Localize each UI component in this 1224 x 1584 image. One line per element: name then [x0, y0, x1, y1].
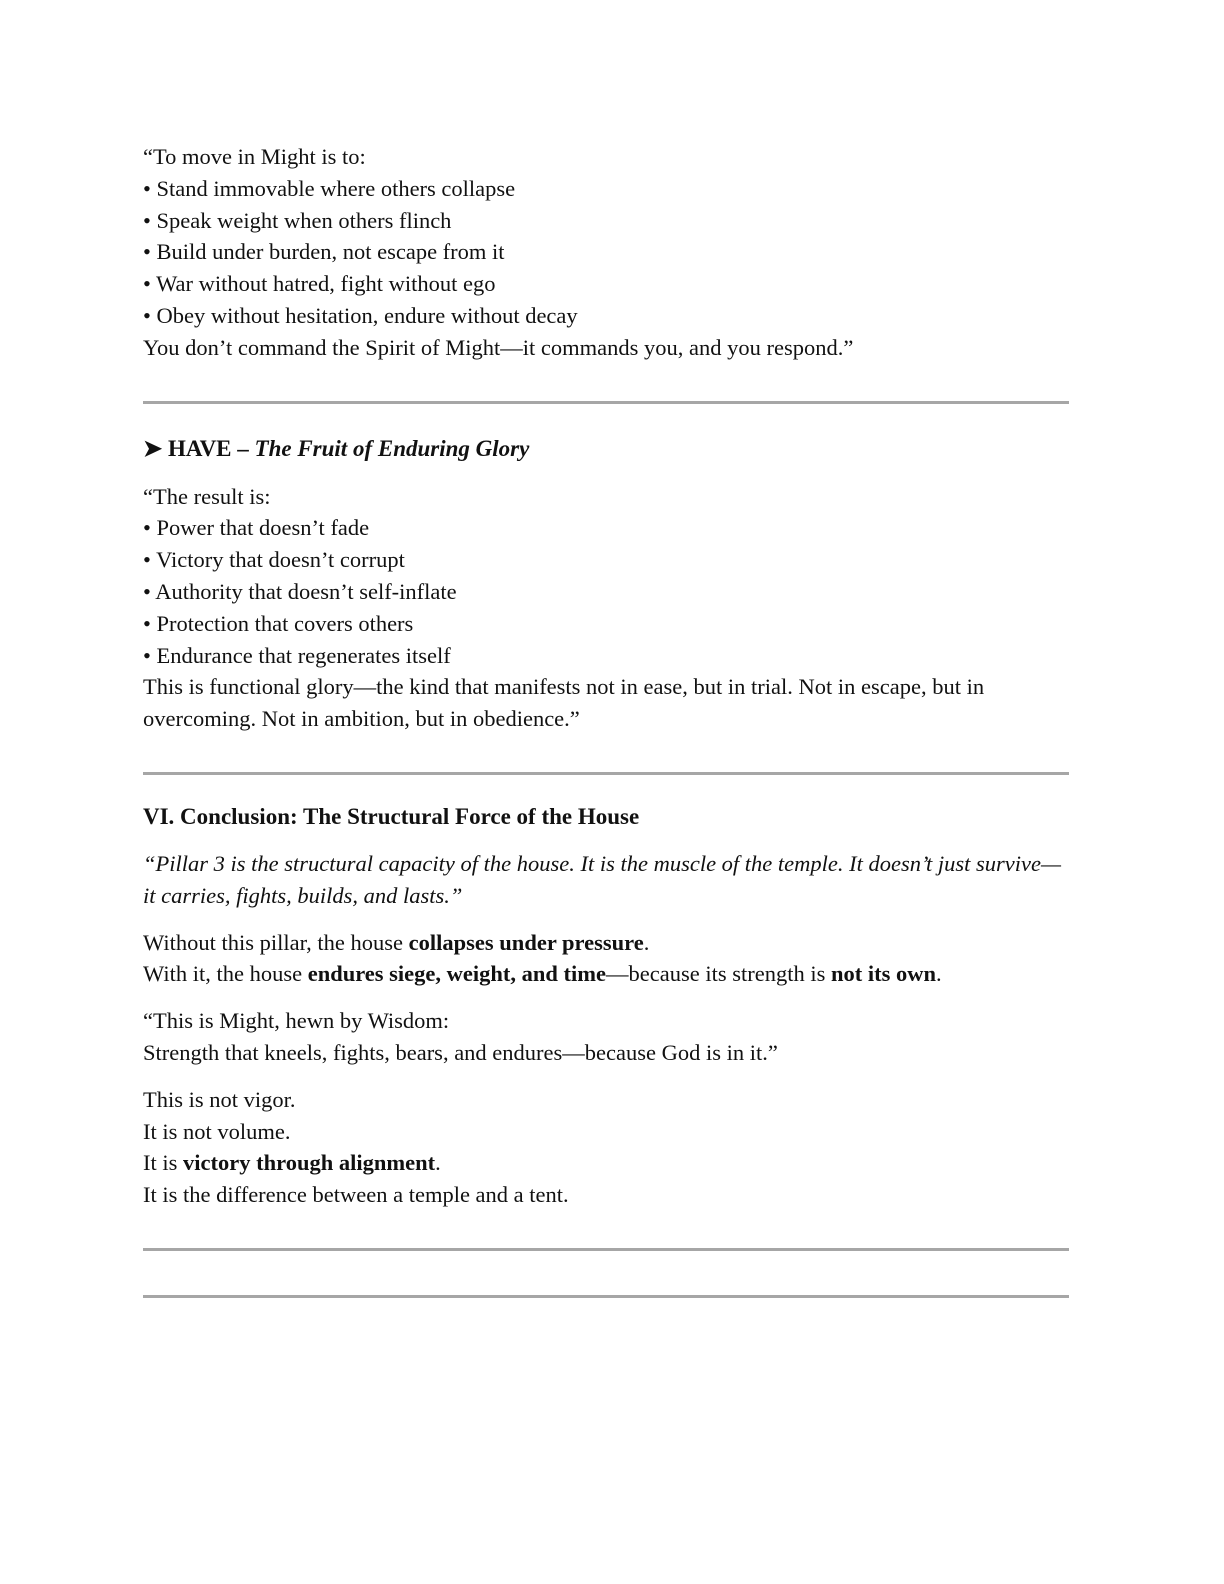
- section-divider: [143, 401, 1069, 404]
- might-intro: “To move in Might is to:: [143, 144, 366, 169]
- have-closing: This is functional glory—the kind that manifests not in ease, but in trial. Not in escape, but in overcoming. Not in ambition, but in obedience.”: [143, 674, 985, 732]
- conclusion-quote: “Pillar 3 is the structural capacity of the house. It is the muscle of the temple. It doesn’t just survive—it carries, fights, builds, and lasts.”: [143, 850, 1061, 908]
- might-bullet: • Obey without hesitation, endure without decay: [143, 302, 578, 328]
- document-page: [143, 141, 1069, 1298]
- have-bullet: • Endurance that regenerates itself: [143, 642, 451, 668]
- emphasis: endures siege, weight, and time: [307, 961, 607, 987]
- victory-line: It is victory through alignment.: [143, 1150, 441, 1176]
- section-divider: [143, 1248, 1069, 1251]
- have-bullet: • Protection that covers others: [143, 610, 414, 636]
- have-section: [143, 433, 1069, 735]
- difference-line: It is the difference between a temple and a tent.: [143, 1182, 569, 1208]
- hewn-line: “This is Might, hewn by Wisdom:: [143, 1008, 450, 1034]
- have-bullet: • Power that doesn’t fade: [143, 515, 370, 541]
- not-volume-line: It is not volume.: [143, 1118, 291, 1144]
- conclusion-heading: VI. Conclusion: The Structural Force of the House: [143, 803, 640, 829]
- section-divider: [143, 1295, 1069, 1298]
- emphasis: not its own: [831, 961, 937, 987]
- might-bullet: • Build under burden, not escape from it: [143, 239, 505, 265]
- might-section: [143, 141, 1069, 364]
- emphasis: victory through alignment: [183, 1150, 436, 1176]
- arrow-right-icon: ➤: [143, 435, 163, 461]
- emphasis: collapses under pressure: [408, 929, 644, 955]
- might-bullet: • Speak weight when others flinch: [143, 207, 452, 233]
- pillar-statement: [143, 927, 1069, 991]
- have-label: HAVE –: [168, 435, 249, 461]
- without-line: Without this pillar, the house collapses under pressure.: [143, 929, 650, 955]
- have-intro: “The result is:: [143, 483, 271, 509]
- not-vigor-line: This is not vigor.: [143, 1086, 296, 1112]
- might-bullet: • Stand immovable where others collapse: [143, 175, 516, 201]
- have-bullet: • Authority that doesn’t self-inflate: [143, 578, 457, 604]
- hewn-quote: [143, 1005, 1069, 1069]
- have-bullet: • Victory that doesn’t corrupt: [143, 547, 405, 573]
- closing-lines: [143, 1084, 1069, 1211]
- hewn-line: Strength that kneels, fights, bears, and endures—because God is in it.”: [143, 1039, 778, 1065]
- have-heading: [143, 433, 1069, 465]
- conclusion-section: [143, 801, 1069, 1211]
- with-line: With it, the house endures siege, weight, and time—because its strength is not its own.: [143, 961, 942, 987]
- might-bullet: • War without hatred, fight without ego: [143, 271, 496, 297]
- section-divider: [143, 772, 1069, 775]
- might-closing: You don’t command the Spirit of Might—it commands you, and you respond.”: [143, 334, 854, 360]
- have-subtitle: The Fruit of Enduring Glory: [254, 435, 530, 461]
